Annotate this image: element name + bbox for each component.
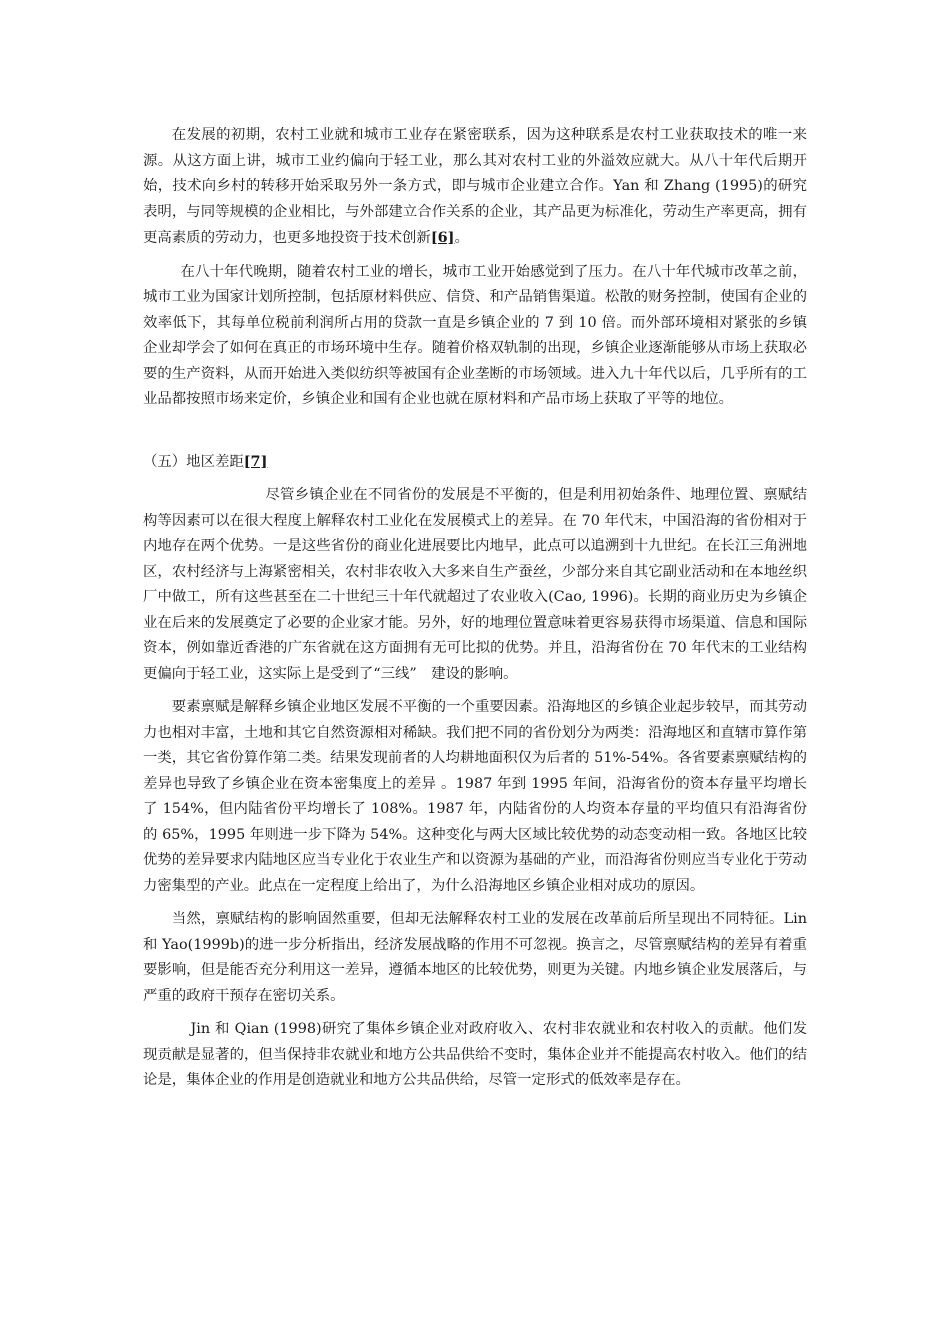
- paragraph-factor-endowment: 要素禀赋是解释乡镇企业地区发展不平衡的一个重要因素。沿海地区的乡镇企业起步较早，而其劳动力也相对丰富，土地和其它自然资源相对稀缺。我们把不同的省份划分为两类：沿海地区和直辖市算作第一类，其它省份算作第二类。结果发现前者的人均耕地面积仅为后者的 51%-54%。各省要素禀赋结构的差异也导致了乡镇企业在资本密集度上的差异 。1987 年到 1995 年间，沿海省份的资本存量平均增长了 154%，但内陆省份平均增长了 108%。1987 年，内陆省份的人均资本存量的平均值只有沿海省份的 65%，1995 年则进一步下降为 54%。这种变化与两大区域比较优势的动态变动相一致。各地区比较优势的差异要求内陆地区应当专业化于农业生产和以资源为基础的产业，而沿海省份则应当专业化于劳动力密集型的产业。此点在一定程度上给出了，为什么沿海地区乡镇企业相对成功的原因。: [143, 699, 807, 894]
- paragraph-development-strategy: 当然，禀赋结构的影响固然重要，但却无法解释农村工业的发展在改革前后所呈现出不同特征。Lin 和 Yao(1999b)的进一步分析指出，经济发展战略的作用不可忽视。换言之，尽管禀赋结构的差异有着重要影响，但是能否充分利用这一差异，遵循本地区的比较优势，则更为关键。内地乡镇企业发展落后，与严重的政府干预存在密切关系。: [143, 911, 807, 1004]
- paragraph-late-eighties: 在八十年代晚期，随着农村工业的增长，城市工业开始感觉到了压力。在八十年代城市改革之前，城市工业为国家计划所控制，包括原材料供应、信贷、和产品销售渠道。松散的财务控制，使国有企业的效率低下，其每单位税前利润所占用的贷款一直是乡镇企业的 7 到 10 倍。而外部环境相对紧张的乡镇企业却学会了如何在真正的市场环境中生存。随着价格双轨制的出现，乡镇企业逐渐能够从市场上获取必要的生产资料，从而开始进入类似纺织等被国有企业垄断的市场领域。进入九十年代以后，几乎所有的工业品都按照市场来定价，乡镇企业和国有企业也就在原材料和产品市场上获取了平等的地位。: [143, 263, 807, 407]
- section-heading-text: （五）地区差距: [143, 453, 244, 470]
- document-page: [143, 123, 807, 1102]
- paragraph-urban-rural-links: [143, 123, 807, 252]
- paragraph-tail: 。: [454, 230, 469, 246]
- footnote-link-7[interactable]: [7]: [243, 452, 268, 470]
- paragraph-regional-differences: 尽管乡镇企业在不同省份的发展是不平衡的，但是利用初始条件、地理位置、禀赋结构等因素可以在很大程度上解释农村工业化在发展模式上的差异。在 70 年代末，中国沿海的省份相对于内地存在两个优势。一是这些省份的商业化进展要比内地早，此点可以追溯到十九世纪。在长江三角洲地区，农村经济与上海紧密相关，农村非农收入大多来自生产蚕丝，少部分来自其它副业活动和在本地丝织厂中做工，所有这些甚至在二十世纪三十年代就超过了农业收入(Cao, 1996)。长期的商业历史为乡镇企业在后来的发展奠定了必要的企业家才能。另外，好的地理位置意味着更容易获得市场渠道、信息和国际资本，例如靠近香港的广东省就在这方面拥有无可比拟的优势。并且，沿海省份在 70 年代末的工业结构更偏向于轻工业，这实际上是受到了“三线” 建设的影响。: [143, 487, 807, 682]
- footnote-link-6[interactable]: [6]: [430, 229, 455, 246]
- paragraph-jin-qian: Jin 和 Qian (1998)研究了集体乡镇企业对政府收入、农村非农就业和农村收入的贡献。他们发现贡献是显著的，但当保持非农就业和地方公共品供给不变时，集体企业并不能提高农村收入。他们的结论是，集体企业的作用是创造就业和地方公共品供给，尽管一定形式的低效率是存在。: [143, 1021, 807, 1088]
- paragraph-text: 在发展的初期，农村工业就和城市工业存在紧密联系，因为这种联系是农村工业获取技术的唯一来源。从这方面上讲，城市工业约偏向于轻工业，那么其对农村工业的外溢效应就大。从八十年代后期开始，技术向乡村的转移开始采取另外一条方式，即与城市企业建立合作。Yan 和 Zhang (1995)的研究表明，与同等规模的企业相比，与外部建立合作关系的企业，其产品更为标准化，劳动生产率更高，拥有更高素质的劳动力，也更多地投资于技术创新: [143, 127, 807, 246]
- section-heading: [143, 449, 807, 476]
